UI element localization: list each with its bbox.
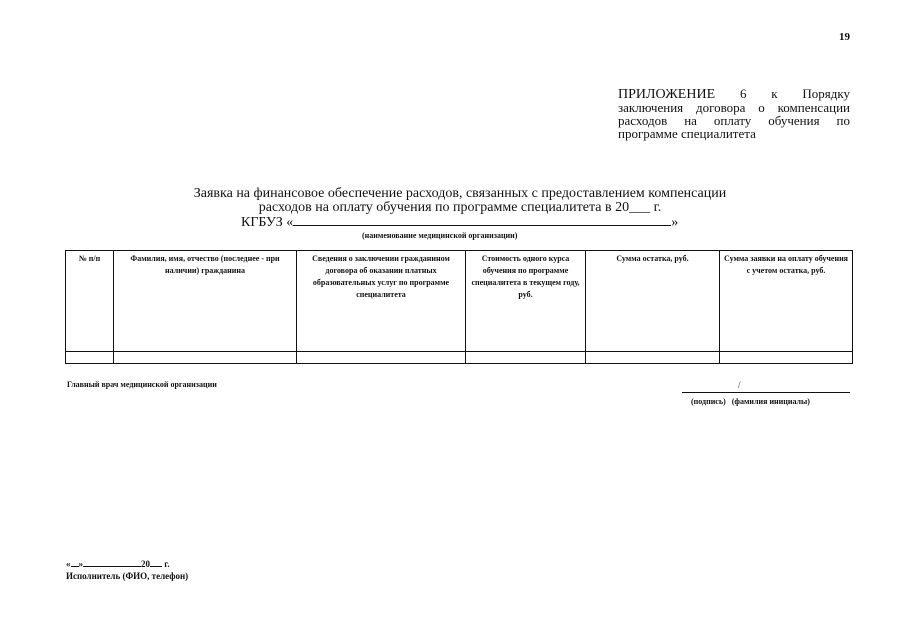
executor-label: Исполнитель (ФИО, телефон) <box>66 571 189 581</box>
organization-suffix: » <box>671 215 679 230</box>
appendix-header <box>618 87 850 140</box>
table-cell <box>297 352 466 364</box>
year-suffix: г. <box>162 559 170 569</box>
appendix-text: 6 к Порядку заключения договора о компенсации расходов на оплату обучения по программе специалитета <box>618 86 850 141</box>
header-balance: Сумма остатка, руб. <box>586 251 720 352</box>
chief-doctor-label: Главный врач медицинской организации <box>67 380 217 389</box>
table-row <box>66 352 853 364</box>
date-open-quote: « <box>66 559 71 569</box>
header-course-cost: Стоимость одного курса обучения по программе специалитета в текущем году, руб. <box>466 251 586 352</box>
year-prefix: 20 <box>141 559 150 569</box>
organization-prefix: КГБУЗ « <box>241 215 294 230</box>
table-cell <box>66 352 114 364</box>
organization-caption: (наименование медицинской организации) <box>362 231 518 240</box>
signature-caption: (подпись) (фамилия инициалы) <box>691 397 810 406</box>
year-blank <box>150 566 162 567</box>
header-request-sum: Сумма заявки на оплату обучения с учетом остатка, руб. <box>720 251 853 352</box>
signature-separator: / <box>738 380 741 390</box>
signature-line <box>682 380 850 393</box>
request-table <box>65 250 853 364</box>
month-blank <box>83 566 141 567</box>
header-contract-info: Сведения о заключении гражданином договора об оказании платных образовательных услуг по программе специалитета <box>297 251 466 352</box>
day-blank <box>71 566 79 567</box>
title-line-1: Заявка на финансовое обеспечение расходов, связанных с предоставлением компенсации <box>193 186 727 201</box>
page-number: 19 <box>839 31 850 43</box>
table-cell <box>720 352 853 364</box>
document-title <box>130 187 790 215</box>
header-full-name: Фамилия, имя, отчество (последнее - при наличии) гражданина <box>114 251 297 352</box>
table-header-row <box>66 251 853 352</box>
title-line-2: расходов на оплату обучения по программе специалитета в 20___ г. <box>258 200 662 215</box>
date-line <box>66 559 170 569</box>
date-close-quote: » <box>78 559 83 569</box>
table-cell <box>114 352 297 364</box>
organization-blank <box>293 214 671 226</box>
appendix-lead: ПРИЛОЖЕНИЕ <box>618 87 716 102</box>
table-cell <box>586 352 720 364</box>
header-number: № п/п <box>66 251 114 352</box>
table-cell <box>466 352 586 364</box>
organization-line <box>241 214 678 230</box>
